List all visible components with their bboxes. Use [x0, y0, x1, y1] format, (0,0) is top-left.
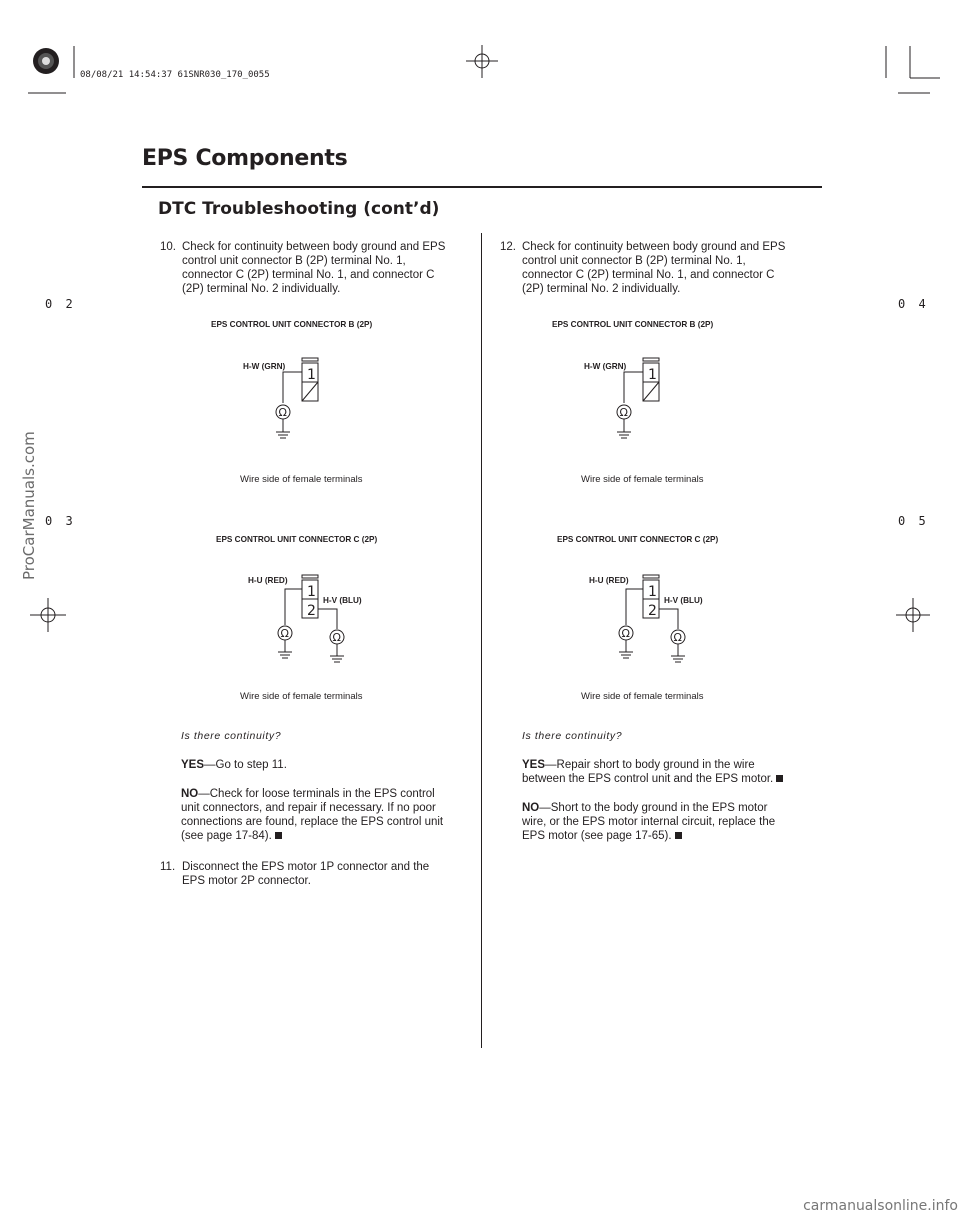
registration-marks: [0, 0, 960, 120]
yes-text: Go to step 11.: [215, 759, 287, 771]
step-text: control unit connector B (2P) terminal No. 1,: [522, 255, 746, 267]
connector-c-diagram: [611, 570, 701, 670]
yes-text: between the EPS control unit and the EPS motor.: [522, 773, 774, 785]
connector-b-diagram: [270, 355, 330, 445]
step-text: connector C (2P) terminal No. 1, and connector C: [182, 269, 435, 281]
connector-c-diagram: [270, 570, 360, 670]
connector-b-diagram: [611, 355, 671, 445]
connector-c-title: EPS CONTROL UNIT CONNECTOR C (2P): [557, 535, 719, 544]
no-text: Short to the body ground in the EPS motor: [550, 802, 768, 814]
margin-code: 0 5: [898, 514, 929, 528]
wire-side-caption: Wire side of female terminals: [581, 691, 704, 702]
step-number: 11.: [160, 861, 176, 873]
step-text: connector C (2P) terminal No. 1, and connector C: [522, 269, 775, 281]
margin-code: 0 2: [45, 297, 76, 311]
print-timestamp: 08/08/21 14:54:37 61SNR030_170_0055: [80, 70, 270, 80]
no-label: NO: [181, 788, 199, 800]
yes-answer: YES—Repair short to body ground in the wire between the EPS control unit and the EPS motor.: [522, 758, 812, 786]
no-text: connections are found, replace the EPS control unit: [181, 816, 444, 828]
no-text: unit connectors, and repair if necessary. If no poor: [181, 802, 436, 814]
wire-label: H-V (BLU): [664, 596, 703, 605]
no-text: Check for loose terminals in the EPS control: [209, 788, 435, 800]
margin-code: 0 3: [45, 514, 76, 528]
no-text: EPS motor (see page 17-65).: [522, 830, 672, 842]
bottom-watermark: carmanualsonline.info: [803, 1198, 958, 1214]
no-label: NO: [522, 802, 540, 814]
pin-number: 1: [307, 367, 316, 383]
step-12: [500, 240, 810, 296]
wire-label: H-U (RED): [589, 576, 629, 585]
wire-label: H-W (GRN): [584, 362, 627, 371]
no-text: (see page 17-84).: [181, 830, 272, 842]
yes-answer: YES—Go to step 11.: [181, 759, 287, 771]
end-mark-icon: [675, 832, 682, 839]
question-text: Is there continuity?: [181, 730, 282, 742]
page-title: EPS Components: [142, 146, 348, 171]
step-number: 12.: [500, 241, 516, 253]
side-watermark: ProCarManuals.com: [20, 431, 38, 580]
connector-b-title: EPS CONTROL UNIT CONNECTOR B (2P): [211, 320, 373, 329]
pin-number: 2: [307, 603, 316, 619]
step-text: Disconnect the EPS motor 1P connector and the: [182, 861, 430, 873]
yes-text: Repair short to body ground in the wire: [556, 759, 755, 771]
yes-label: YES: [181, 759, 205, 771]
wire-side-caption: Wire side of female terminals: [240, 474, 363, 485]
no-answer: NO—Short to the body ground in the EPS motor wire, or the EPS motor internal circuit, replace the EPS motor (see page 17-65).: [522, 801, 812, 843]
section-title: DTC Troubleshooting (cont’d): [158, 199, 440, 219]
step-11: [160, 860, 470, 888]
step-text: Check for continuity between body ground and EPS: [522, 241, 786, 253]
column-divider: [481, 233, 482, 1048]
ohm-icon: Ω: [280, 627, 289, 640]
no-answer: NO—Check for loose terminals in the EPS control unit connectors, and repair if necessary. If no poor connections are found, replace the EPS control unit (see page 17-84).: [181, 787, 476, 843]
ohm-icon: Ω: [332, 631, 341, 644]
step-number: 10.: [160, 241, 176, 253]
pin-number: 1: [307, 584, 316, 600]
step-text: Check for continuity between body ground and EPS: [182, 241, 446, 253]
question-text: Is there continuity?: [522, 730, 623, 742]
connector-b-title: EPS CONTROL UNIT CONNECTOR B (2P): [552, 320, 714, 329]
wire-side-caption: Wire side of female terminals: [581, 474, 704, 485]
step-text: EPS motor 2P connector.: [182, 875, 311, 887]
margin-code: 0 4: [898, 297, 929, 311]
step-text: (2P) terminal No. 2 individually.: [522, 283, 681, 295]
yes-label: YES: [522, 759, 546, 771]
wire-label: H-W (GRN): [243, 362, 286, 371]
ohm-icon: Ω: [621, 627, 630, 640]
wire-side-caption: Wire side of female terminals: [240, 691, 363, 702]
end-mark-icon: [275, 832, 282, 839]
title-rule: [142, 186, 822, 188]
registration-marks-side: [0, 590, 960, 640]
pin-number: 1: [648, 584, 657, 600]
wire-label: H-V (BLU): [323, 596, 362, 605]
step-text: control unit connector B (2P) terminal No. 1,: [182, 255, 406, 267]
ohm-icon: Ω: [278, 406, 287, 419]
step-10: [160, 240, 470, 296]
step-text: (2P) terminal No. 2 individually.: [182, 283, 341, 295]
ohm-icon: Ω: [673, 631, 682, 644]
connector-c-title: EPS CONTROL UNIT CONNECTOR C (2P): [216, 535, 378, 544]
end-mark-icon: [776, 775, 783, 782]
pin-number: 1: [648, 367, 657, 383]
wire-label: H-U (RED): [248, 576, 288, 585]
ohm-icon: Ω: [619, 406, 628, 419]
no-text: wire, or the EPS motor internal circuit, replace the: [522, 816, 776, 828]
pin-number: 2: [648, 603, 657, 619]
